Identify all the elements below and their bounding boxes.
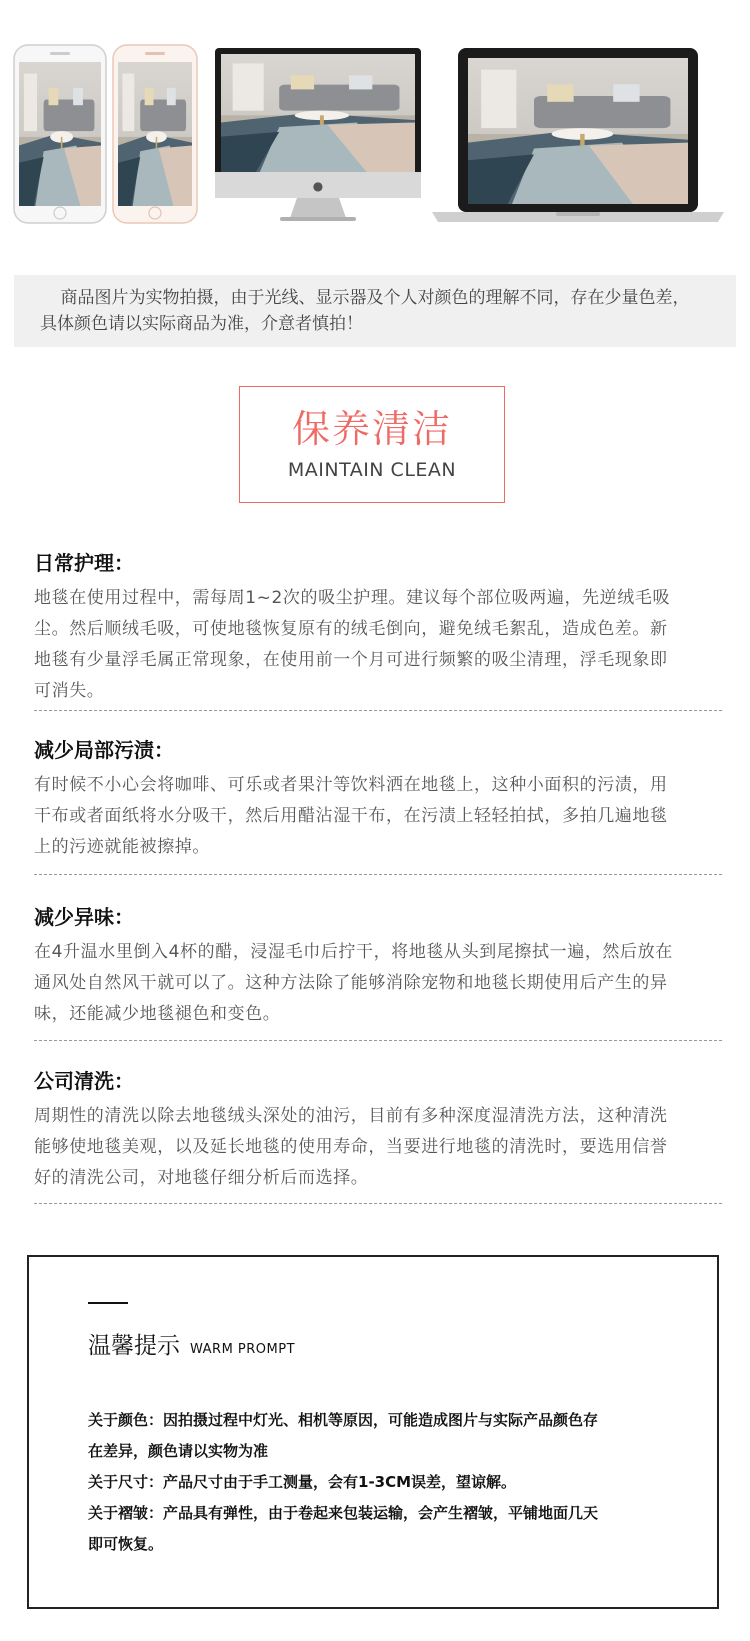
laptop-mockup (432, 48, 724, 222)
notice-line-1: 商品图片为实物拍摄，由于光线、显示器及个人对颜色的理解不同，存在少量色差， (60, 288, 690, 308)
body-line: 通风处自然风干就可以了。这种方法除了能够消除宠物和地毯长期使用后产生的异 (34, 973, 668, 993)
body-line: 有时候不小心会将咖啡、可乐或者果汁等饮料洒在地毯上，这种小面积的污渍，用 (34, 775, 668, 795)
color-notice-banner (14, 275, 736, 347)
prompt-line: 即可恢复。 (88, 1535, 164, 1553)
phone-mockup-white (14, 45, 106, 223)
body-line: 可消失。 (34, 681, 105, 701)
device-mockups (0, 0, 750, 240)
section-body (34, 770, 722, 863)
section-body (34, 583, 722, 707)
care-section-professional (34, 1067, 722, 1194)
body-line: 地毯有少量浮毛属正常现象，在使用前一个月可进行频繁的吸尘清理，浮毛现象即 (34, 650, 668, 670)
body-line: 能够使地毯美观，以及延长地毯的使用寿命，当要进行地毯的清洗时，要选用信誉 (34, 1137, 668, 1157)
dashed-divider (34, 874, 722, 875)
body-line: 在4升温水里倒入4杯的醋，浸湿毛巾后拧干，将地毯从头到尾擦拭一遍，然后放在 (34, 942, 673, 962)
prompt-title-en: WARM PROMPT (190, 1342, 296, 1357)
body-line: 干布或者面纸将水分吸干，然后用醋沾湿干布，在污渍上轻轻拍拭，多拍几遍地毯 (34, 806, 668, 826)
dashed-divider (34, 1203, 722, 1204)
body-line: 味，还能减少地毯褪色和变色。 (34, 1004, 281, 1024)
title-chinese: 保养清洁 (291, 407, 452, 451)
body-line: 地毯在使用过程中，需每周1~2次的吸尘护理。建议每个部位吸两遍，先逆绒毛吸 (34, 588, 671, 608)
prompt-line: 关于颜色：因拍摄过程中灯光、相机等原因，可能造成图片与实际产品颜色存 (88, 1411, 599, 1429)
prompt-accent-bar (88, 1302, 128, 1304)
body-line: 上的污迹就能被擦掉。 (34, 837, 210, 857)
section-heading: 减少局部污渍： (34, 738, 174, 762)
body-line: 好的清洗公司，对地毯仔细分析后而选择。 (34, 1168, 369, 1188)
title-english: MAINTAIN CLEAN (287, 459, 457, 481)
section-title-box (239, 386, 505, 503)
dashed-divider (34, 1040, 722, 1041)
prompt-title (88, 1327, 295, 1360)
prompt-line: 关于褶皱：产品具有弹性，由于卷起来包装运输，会产生褶皱，平铺地面几天 (88, 1504, 599, 1522)
desktop-monitor-mockup (215, 48, 421, 221)
section-heading: 日常护理： (34, 551, 134, 575)
care-section-daily (34, 549, 722, 707)
prompt-title-cn: 温馨提示 (88, 1333, 180, 1359)
section-heading: 减少异味： (34, 905, 134, 929)
prompt-line: 在差异，颜色请以实物为准 (88, 1442, 269, 1460)
section-body (34, 1101, 722, 1194)
phone-mockup-rose (113, 45, 197, 223)
warm-prompt-box (27, 1255, 719, 1609)
body-line: 周期性的清洗以除去地毯绒头深处的油污，目前有多种深度湿清洗方法，这种清洗 (34, 1106, 668, 1126)
apple-logo-icon: ● (312, 179, 324, 193)
prompt-body (88, 1405, 688, 1560)
dashed-divider (34, 710, 722, 711)
section-body (34, 937, 722, 1030)
care-section-stains (34, 736, 722, 863)
body-line: 尘。然后顺绒毛吸，可使地毯恢复原有的绒毛倒向，避免绒毛絮乱，造成色差。新 (34, 619, 668, 639)
care-section-odor (34, 903, 722, 1030)
prompt-line: 关于尺寸：产品尺寸由于手工测量，会有1-3CM误差，望谅解。 (88, 1473, 517, 1491)
section-heading: 公司清洗： (34, 1069, 134, 1093)
notice-line-2: 具体颜色请以实际商品为准，介意者慎拍！ (40, 314, 363, 334)
